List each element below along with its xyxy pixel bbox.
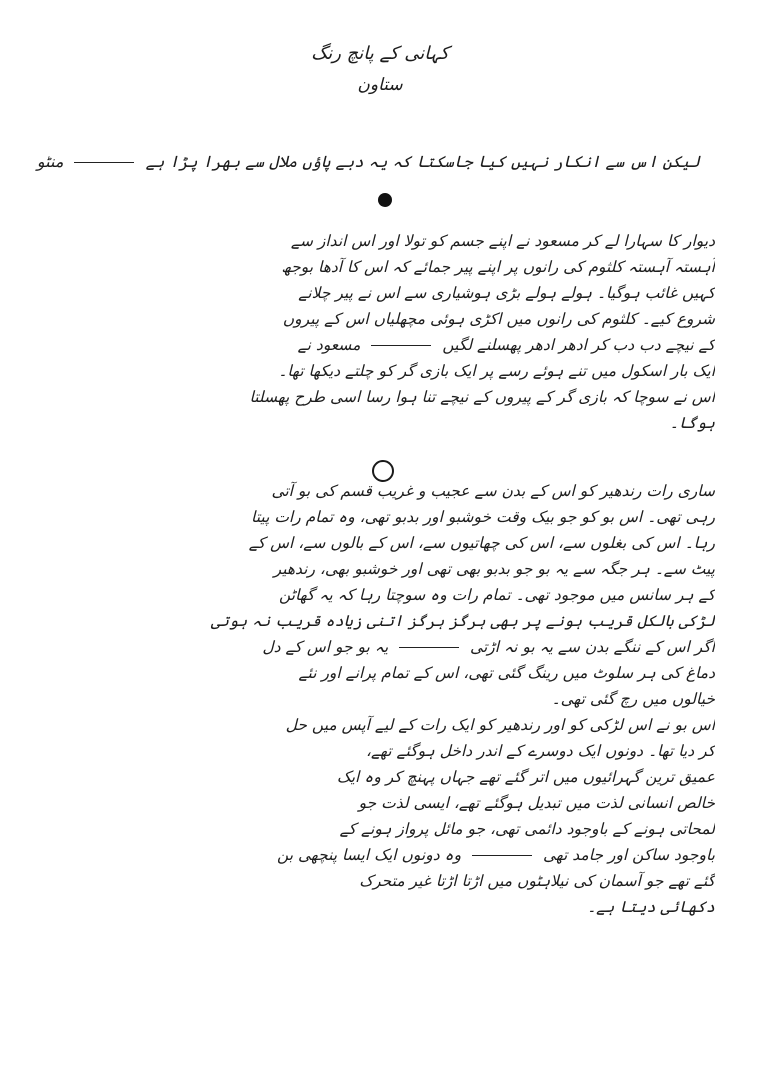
text-line: [95, 634, 715, 660]
text-line: ایک بار اسکول میں تنے ہوئے رسے پر ایک بازی گر کو چلتے دیکھا تھا۔: [278, 362, 715, 380]
text-line: [95, 332, 715, 358]
paragraph-section-2: [95, 478, 715, 920]
text-line: دماغ کی ہر سلوٹ میں رینگ گئی تھی، اس کے تمام پرانے اور نئے: [298, 664, 715, 682]
text-line: دیوار کا سہارا لے کر مسعود نے اپنے جسم کو تولا اور اس انداز سے: [290, 232, 715, 250]
text-segment: مسعود نے: [297, 336, 361, 354]
text-line: رہی تھی۔ اس بو کو جو بیک وقت خوشبو اور بدبو تھی، وہ تمام رات پیتا: [251, 508, 715, 526]
text-line: دکھائی دیتا ہے۔: [587, 898, 715, 916]
text-line: [95, 842, 715, 868]
text-line: رہا۔ اس کی بغلوں سے، اس کی چھاتیوں سے، اس کے بالوں سے، اس کے: [248, 534, 715, 552]
page-title: کہانی کے پانچ رنگ: [311, 43, 449, 64]
text-line: کر دیا تھا۔ دونوں ایک دوسرے کے اندر داخل ہوگئے تھے،: [366, 742, 715, 760]
text-line: شروع کیے۔ کلثوم کی رانوں میں اکڑی ہوئی مچھلیاں اس کے پیروں: [282, 310, 715, 328]
text-line: آہستہ آہستہ کلثوم کی رانوں پر اپنے پیر جمائے کہ اس کا آدھا بوجھ: [281, 258, 715, 276]
text-line: اس بو نے اس لڑکی کو اور رندھیر کو ایک رات کے لیے آپس میں حل: [285, 716, 715, 734]
epigraph: [36, 150, 700, 174]
text-line: کے ہر سانس میں موجود تھی۔ تمام رات وہ سوچتا رہا کہ یہ گھاٹن: [279, 586, 715, 604]
text-line: خیالوں میں رچ گئی تھی۔: [551, 690, 715, 708]
filled-bullet-icon: [378, 193, 392, 207]
dash-divider: [74, 162, 134, 163]
page-subtitle: ستاون: [357, 75, 403, 95]
text-line: گئے تھے جو آسمان کی نیلاہٹوں میں اڑتا اڑتا غیر متحرک: [359, 872, 715, 890]
dash-divider: [399, 647, 459, 648]
dash-divider: [371, 345, 431, 346]
text-line: ساری رات رندھیر کو اس کے بدن سے عجیب و غریب قسم کی بو آتی: [271, 482, 715, 500]
dash-divider: [472, 855, 532, 856]
text-line: لڑکی بالکل قریب ہونے پر بھی ہرگز ہرگز اتنی زیادہ قریب نہ ہوتی: [210, 612, 715, 630]
title-block: [230, 40, 530, 98]
text-segment: اگر اس کے ننگے بدن سے یہ بو نہ اڑتی: [470, 638, 715, 656]
text-line: کہیں غائب ہوگیا۔ ہولے ہولے بڑی ہوشیاری سے اس نے پیر چلانے: [298, 284, 715, 302]
paragraph-section-1: [95, 228, 715, 436]
epigraph-author: منٹو: [36, 152, 64, 171]
text-line: پیٹ سے۔ ہر جگہ سے یہ بو جو بدبو بھی تھی اور خوشبو بھی، رندھیر: [273, 560, 715, 578]
text-segment: یہ بو جو اس کے دل: [262, 638, 389, 656]
text-line: عمیق ترین گہرائیوں میں اتر گئے تھے جہاں پہنچ کر وہ ایک: [336, 768, 715, 786]
epigraph-text: لیکن اس سے انکار نہیں کیا جاسکتا کہ یہ دبے پاؤں ملال سے بھرا پڑا ہے: [145, 152, 700, 171]
text-line: اس نے سوچا کہ بازی گر کے پیروں کے نیچے تنا ہوا رسا اسی طرح پھسلتا: [249, 388, 715, 406]
text-segment: وہ دونوں ایک ایسا پنچھی بن: [276, 846, 462, 864]
text-segment: باوجود ساکن اور جامد تھی: [542, 846, 715, 864]
text-line: خالص انسانی لذت میں تبدیل ہوگئے تھے، ایسی لذت جو: [358, 794, 715, 812]
text-line: لمحاتی ہونے کے باوجود دائمی تھی، جو مائل پرواز ہونے کے: [339, 820, 715, 838]
text-segment: کے نیچے دب دب کر ادھر ادھر پھسلنے لگیں: [442, 336, 715, 354]
text-line: ہوگا۔: [669, 414, 715, 432]
